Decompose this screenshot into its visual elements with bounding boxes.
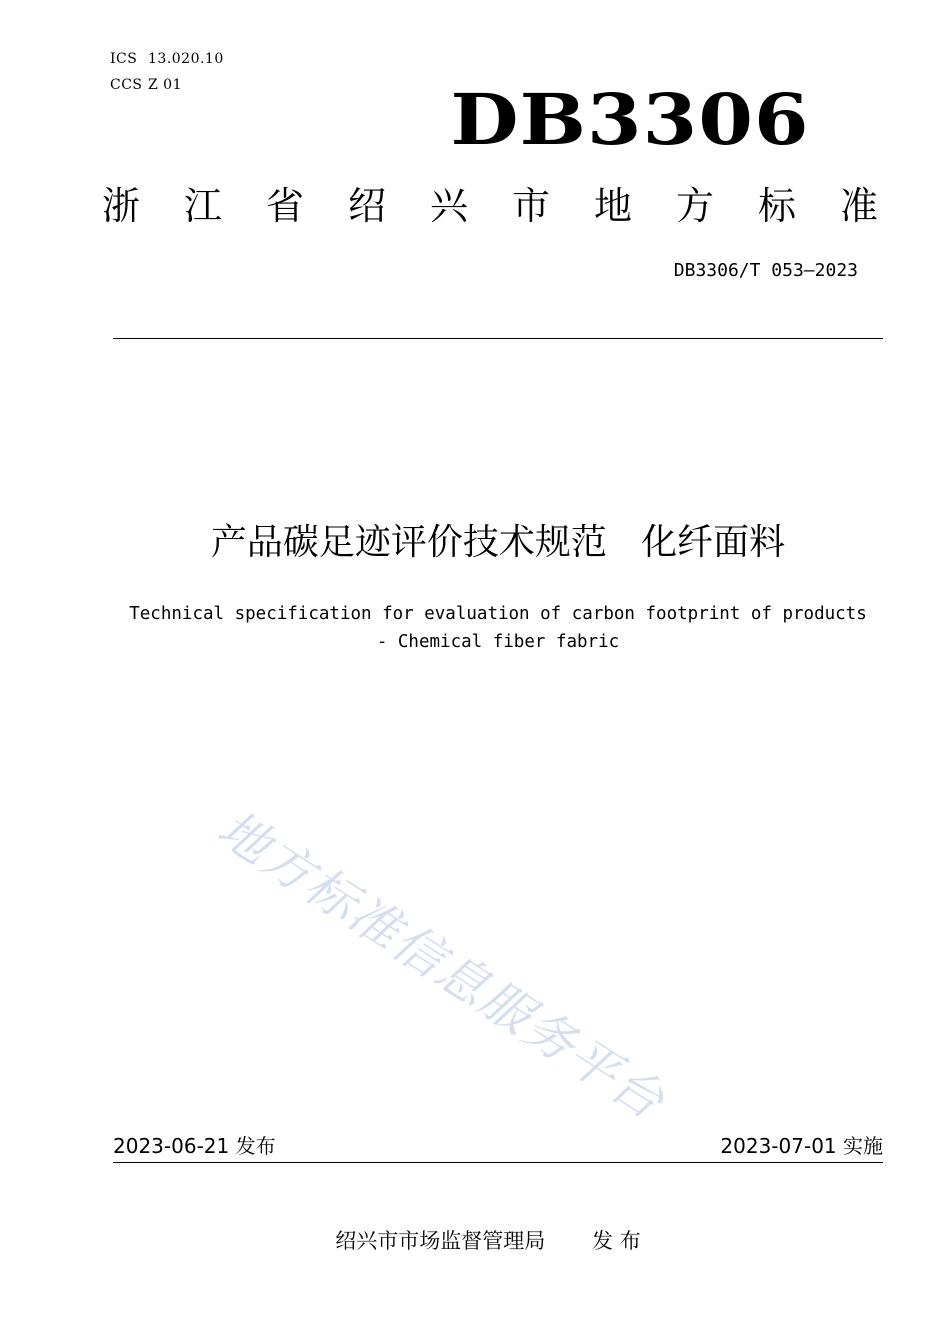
ics-code — [110, 46, 224, 72]
ics-value: 13.020.10 — [148, 51, 224, 67]
ccs-value: Z 01 — [148, 77, 182, 93]
bottom-divider — [113, 1162, 883, 1163]
title-char: 准 — [839, 184, 878, 228]
ccs-label: CCS — [110, 77, 143, 93]
document-title-cn: 产品碳足迹评价技术规范 化纤面料 — [210, 522, 786, 563]
title-char: 浙 — [101, 184, 140, 228]
issuing-authority: 绍兴市市场监督管理局 发 布 — [335, 1229, 641, 1253]
title-char: 方 — [675, 184, 714, 228]
title-char: 兴 — [429, 184, 468, 228]
title-char: 地 — [593, 184, 632, 228]
title-char: 标 — [757, 184, 796, 228]
title-char: 省 — [265, 184, 304, 228]
watermark: 地方标准信息服务平台 — [207, 799, 676, 1132]
title-char: 市 — [511, 184, 550, 228]
top-divider — [113, 338, 883, 339]
classification-codes — [110, 46, 224, 98]
document-title-en — [113, 600, 883, 656]
standard-number: DB3306/T 053—2023 — [673, 260, 858, 281]
title-en-line-2: - Chemical fiber fabric — [376, 632, 620, 652]
standard-logo: DB3306 — [450, 78, 810, 161]
ics-label: ICS — [110, 51, 138, 67]
title-en-line-1: Technical specification for evaluation of carbon footprint of products — [129, 604, 867, 624]
publish-date: 2023-06-21 发布 — [113, 1134, 276, 1158]
ccs-code — [110, 72, 224, 98]
title-char: 江 — [183, 184, 222, 228]
standard-category-title — [95, 180, 885, 232]
title-char: 绍 — [347, 184, 386, 228]
implement-date: 2023-07-01 实施 — [720, 1134, 883, 1158]
